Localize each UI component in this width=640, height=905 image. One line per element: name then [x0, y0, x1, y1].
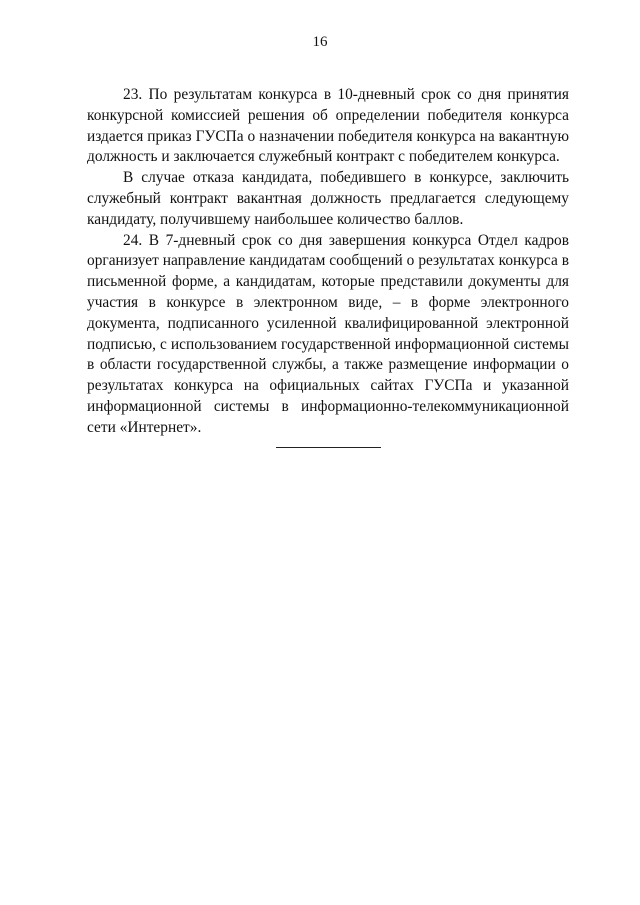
page-number: 16 [312, 34, 328, 50]
document-body [87, 85, 569, 439]
end-of-document-rule [276, 447, 381, 448]
paragraph-24: 24. В 7-дневный срок со дня завершения конкурса Отдел кадров организует направление кандидатам сообщений о результатах конкурса в письменной форме, а кандидатам, которые представили документы для участия в конкурсе в электронном виде, – в форме электронного документа, подписанного усиленной квалифицированной электронной подписью, с использованием государственной информационной системы в области государственной службы, а также размещение информации о результатах конкурса на официальных сайтах ГУСПа и указанной информационной системы в информационно-телекоммуникационной сети «Интернет». [87, 231, 569, 436]
paragraph-23: 23. По результатам конкурса в 10-дневный срок со дня принятия конкурсной комиссией решения об определении победителя конкурса издается приказ ГУСПа о назначении победителя конкурса на вакантную должность и заключается служебный контракт с победителем конкурса. [87, 86, 569, 166]
paragraph-23-refusal: В случае отказа кандидата, победившего в конкурсе, заключить служебный контракт вакантная должность предлагается следующему кандидату, получившему наибольшее количество баллов. [87, 169, 569, 228]
